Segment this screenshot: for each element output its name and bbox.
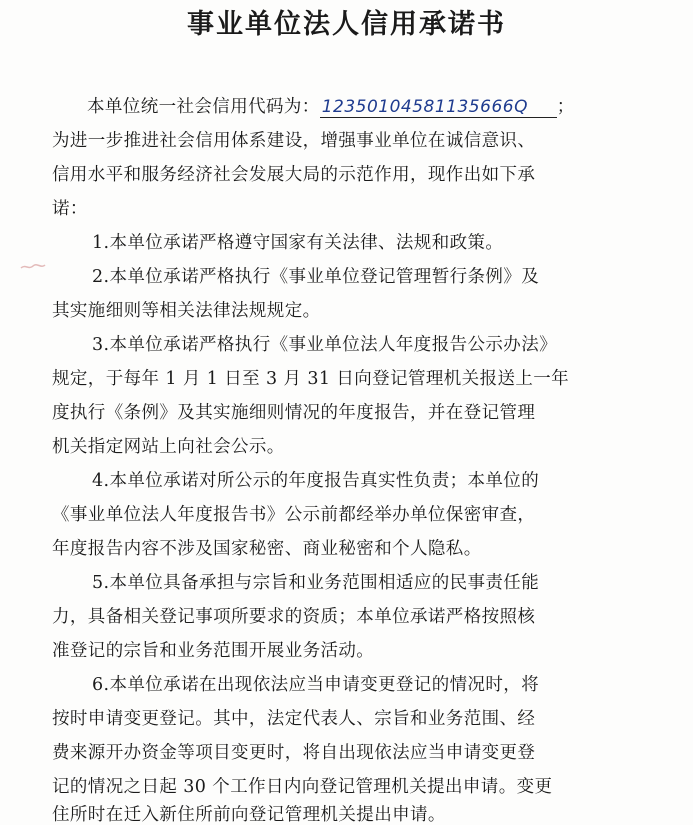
body-line: 按时申请变更登记。其中，法定代表人、宗旨和业务范围、经 — [52, 709, 536, 729]
clause-3: 3.本单位承诺严格执行《事业单位法人年度报告公示办法》 — [92, 335, 557, 355]
intro-line — [87, 97, 575, 118]
credit-code-handwritten: 12350104581135666Q — [320, 97, 557, 118]
body-line: 机关指定网站上向社会公示。 — [52, 437, 285, 457]
clause-2: 2.本单位承诺严格执行《事业单位登记管理暂行条例》及 — [92, 267, 540, 287]
body-line: 规定，于每年 1 月 1 日至 3 月 31 日向登记管理机关报送上一年 — [52, 369, 570, 389]
clause-1: 1.本单位承诺严格遵守国家有关法律、法规和政策。 — [92, 233, 504, 253]
body-line: 力，具备相关登记事项所要求的资质；本单位承诺严格按照核 — [52, 607, 536, 627]
intro-suffix: ； — [556, 97, 575, 117]
body-line: 其实施细则等相关法律法规规定。 — [52, 301, 321, 321]
body-line: 记的情况之日起 30 个工作日内向登记管理机关提出申请。变更 — [52, 777, 553, 797]
body-line: 信用水平和服务经济社会发展大局的示范作用，现作出如下承 — [52, 165, 536, 185]
ink-smudge-mark — [20, 262, 46, 272]
clause-5: 5.本单位具备承担与宗旨和业务范围相适应的民事责任能 — [92, 573, 540, 593]
body-line: 为进一步推进社会信用体系建设，增强事业单位在诚信意识、 — [52, 131, 536, 151]
intro-prefix: 本单位统一社会信用代码为： — [87, 97, 320, 117]
body-line: 诺： — [52, 199, 88, 219]
body-line: 《事业单位法人年度报告书》公示前都经举办单位保密审查， — [52, 505, 536, 525]
clause-6: 6.本单位承诺在出现依法应当申请变更登记的情况时，将 — [92, 675, 540, 695]
body-line: 年度报告内容不涉及国家秘密、商业秘密和个人隐私。 — [52, 539, 482, 559]
body-line: 住所时在迁入新住所前向登记管理机关提出申请。 — [52, 805, 446, 825]
body-line: 费来源开办资金等项目变更时，将自出现依法应当申请变更登 — [52, 743, 536, 763]
clause-4: 4.本单位承诺对所公示的年度报告真实性负责；本单位的 — [92, 471, 540, 491]
body-line: 准登记的宗旨和业务范围开展业务活动。 — [52, 641, 375, 661]
document-title: 事业单位法人信用承诺书 — [187, 9, 506, 40]
body-line: 度执行《条例》及其实施细则情况的年度报告，并在登记管理 — [52, 403, 536, 423]
